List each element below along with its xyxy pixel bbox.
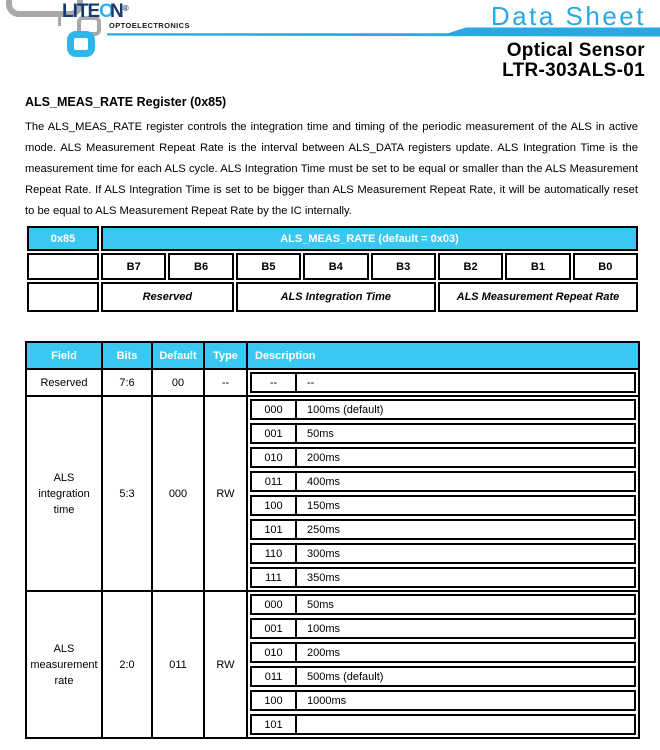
field-name-cell: Reserved <box>26 369 102 396</box>
option-value: 150ms <box>307 499 341 512</box>
option-value: 1000ms <box>307 694 347 707</box>
bit-label-cell: B7 <box>101 253 166 280</box>
field-table-row <box>26 369 639 396</box>
option-code: 001 <box>252 425 297 442</box>
register-title-row <box>27 226 638 251</box>
option-code: 010 <box>252 644 297 661</box>
field-default-cell: 00 <box>152 369 204 396</box>
description-option-row <box>250 690 636 711</box>
register-address-cell: 0x85 <box>27 226 99 251</box>
description-option-row <box>250 399 636 420</box>
option-value: 400ms <box>307 475 341 488</box>
empty-cell <box>27 282 99 312</box>
bit-labels-row <box>27 253 638 280</box>
bit-label-cell: B3 <box>371 253 436 280</box>
field-description-cell <box>247 396 639 591</box>
description-option-row <box>250 423 636 444</box>
wordmark-n: N <box>109 1 123 22</box>
option-code: 111 <box>252 569 297 586</box>
field-default-cell: 000 <box>152 396 204 591</box>
register-layout-table <box>25 224 640 314</box>
col-header-field: Field <box>26 342 102 369</box>
product-title: Optical Sensor <box>506 40 645 61</box>
empty-cell <box>27 253 99 280</box>
page-header <box>0 0 660 90</box>
option-code: 011 <box>252 668 297 685</box>
field-type-cell: -- <box>204 369 247 396</box>
section-heading: ALS_MEAS_RATE Register (0x85) <box>25 95 227 109</box>
description-option-row <box>250 567 636 588</box>
option-code: 110 <box>252 545 297 562</box>
option-code: 101 <box>252 716 297 733</box>
option-value: 100ms (default) <box>307 403 384 416</box>
description-option-row <box>250 642 636 663</box>
field-bits-cell: 5:3 <box>102 396 152 591</box>
option-value: 50ms <box>307 598 334 611</box>
bit-label-cell: B1 <box>505 253 570 280</box>
bit-label-cell: B2 <box>438 253 503 280</box>
option-code: 100 <box>252 692 297 709</box>
option-value: 50ms <box>307 427 334 440</box>
field-type-cell: RW <box>204 396 247 591</box>
doc-type-title: Data Sheet <box>490 1 646 31</box>
description-option-row <box>250 543 636 564</box>
field-table-row <box>26 396 639 591</box>
bit-label-cell: B4 <box>303 253 368 280</box>
bit-label-cell: B0 <box>573 253 638 280</box>
register-title-cell: ALS_MEAS_RATE (default = 0x03) <box>101 226 638 251</box>
field-description-table <box>25 341 640 739</box>
option-code: 010 <box>252 449 297 466</box>
description-option-row <box>250 471 636 492</box>
bit-label-cell: B6 <box>168 253 233 280</box>
page-content <box>25 95 640 739</box>
description-option-row <box>250 714 636 735</box>
bit-label-cell: B5 <box>236 253 301 280</box>
field-bits-cell: 7:6 <box>102 369 152 396</box>
col-header-description: Description <box>247 342 639 369</box>
option-value: 100ms <box>307 622 341 635</box>
logo-subtitle: OPTOELECTRONICS <box>109 21 190 30</box>
description-option-row <box>250 618 636 639</box>
option-value: 300ms <box>307 547 341 560</box>
bit-group-integration-time: ALS Integration Time <box>236 282 436 312</box>
product-model: LTR-303ALS-01 <box>502 60 645 81</box>
option-code: 100 <box>252 497 297 514</box>
field-description-cell <box>247 369 639 396</box>
field-default-cell: 011 <box>152 591 204 738</box>
field-table-row <box>26 591 639 738</box>
description-option-row <box>250 594 636 615</box>
option-value: 350ms <box>307 571 341 584</box>
field-description-cell <box>247 591 639 738</box>
description-option-row <box>250 666 636 687</box>
field-table-header-row <box>26 342 639 369</box>
wordmark-lite: LITE <box>62 1 100 22</box>
description-option-row <box>250 495 636 516</box>
option-value: 500ms (default) <box>307 670 384 683</box>
bit-group-repeat-rate: ALS Measurement Repeat Rate <box>438 282 638 312</box>
col-header-bits: Bits <box>102 342 152 369</box>
option-code: 011 <box>252 473 297 490</box>
field-name-cell: ALS integration time <box>26 396 102 591</box>
col-header-default: Default <box>152 342 204 369</box>
option-code: 000 <box>252 401 297 418</box>
option-code: 000 <box>252 596 297 613</box>
option-code: 001 <box>252 620 297 637</box>
description-option-row <box>250 519 636 540</box>
bit-group-reserved: Reserved <box>101 282 234 312</box>
option-code: -- <box>252 374 297 391</box>
wordmark-o: O <box>99 1 113 22</box>
field-type-cell: RW <box>204 591 247 738</box>
description-option-row <box>250 447 636 468</box>
section-paragraph: The ALS_MEAS_RATE register controls the integration time and timing of the periodic measurement of the ALS in active mode. ALS Measurement Repeat Rate is the interval between ALS_DATA registers update. ALS Integration Time is the measurement time for each ALS cycle. ALS Integration Time must be set to be equal or smaller than the ALS Measurement Repeat Rate. If ALS Integration Time is set to be bigger than ALS Measurement Repeat Rate, it will be automatically reset to be equal to ALS Measurement Repeat Rate by the IC internally. <box>25 121 638 218</box>
registered-mark: ® <box>122 4 129 13</box>
description-option-row <box>250 372 636 393</box>
field-bits-cell: 2:0 <box>102 591 152 738</box>
option-value: 250ms <box>307 523 341 536</box>
field-name-cell: ALS measurement rate <box>26 591 102 738</box>
bit-groups-row <box>27 282 638 312</box>
option-value: 200ms <box>307 451 341 464</box>
option-value: -- <box>307 376 315 389</box>
option-code: 101 <box>252 521 297 538</box>
option-value: 200ms <box>307 646 341 659</box>
col-header-type: Type <box>204 342 247 369</box>
